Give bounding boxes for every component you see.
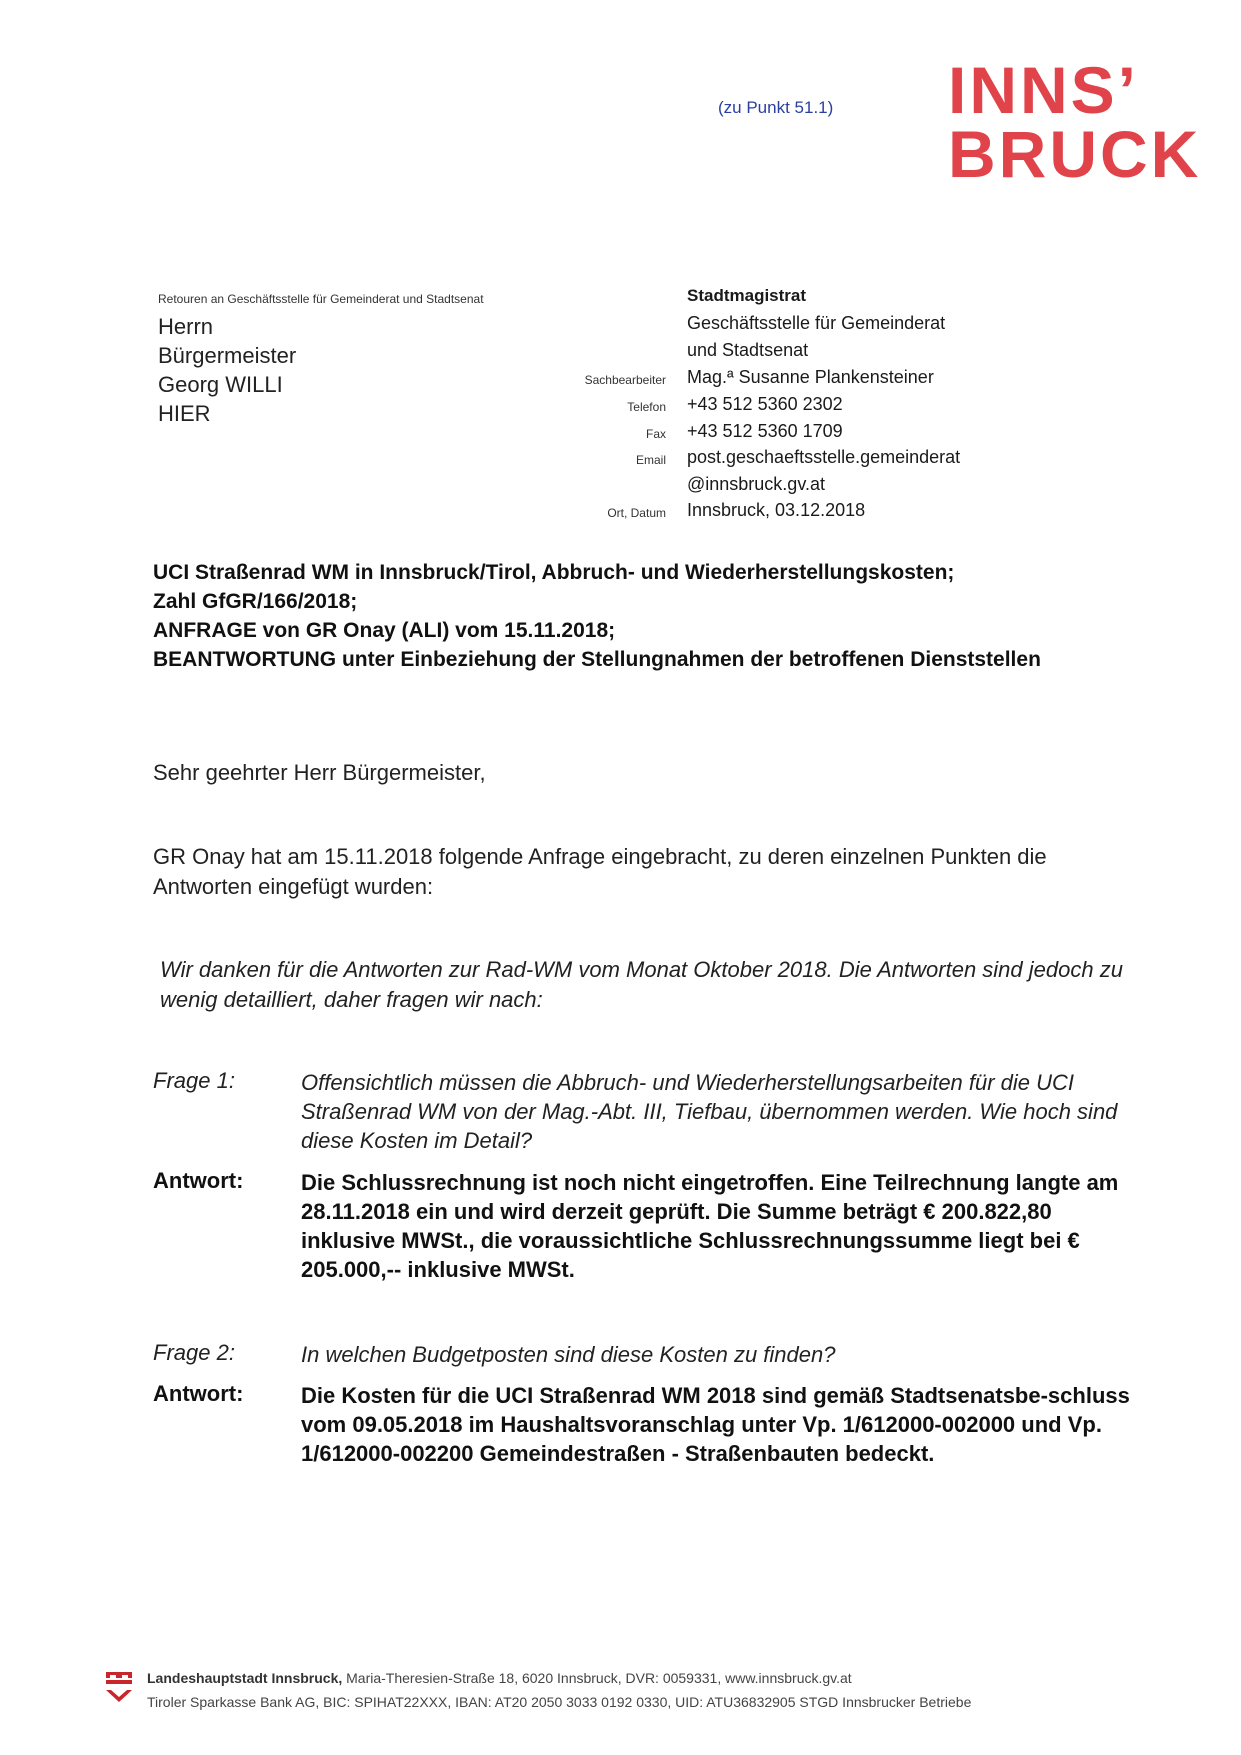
email-value-line-2[interactable]: @innsbruck.gv.at <box>687 474 825 494</box>
city-coat-of-arms-icon <box>104 1670 134 1704</box>
subject-line-1: UCI Straßenrad WM in Innsbruck/Tirol, Abbruch- und Wiederherstellungskosten; <box>153 561 955 584</box>
addressee-title: Bürgermeister <box>158 343 297 368</box>
returns-line: Retouren an Geschäftsstelle für Gemeinderat und Stadtsenat <box>158 292 484 306</box>
email-value-line-1[interactable]: post.geschaeftsstelle.gemeinderat <box>687 447 961 467</box>
logo-line-1: INNS’ <box>948 55 1140 127</box>
footer-address: Maria-Theresien-Straße 18, 6020 Innsbruck, DVR: 0059331, www.innsbruck.gv.at <box>342 1670 852 1686</box>
sender-department-row-2 <box>560 340 1180 367</box>
answer-2-label: Antwort: <box>153 1381 244 1406</box>
sender-fax-row <box>560 421 1180 448</box>
subject-line-3: ANFRAGE von GR Onay (ALI) vom 15.11.2018; <box>153 619 616 642</box>
sender-date-row <box>560 500 1180 527</box>
answer-1-text: Die Schlussrechnung ist noch nicht eingetroffen. Eine Teilrechnung langte am 28.11.2018 ein und wird derzeit geprüft. Die Summe beträgt € 200.822,80 inklusive MWSt., die voraussichtliche Schlussrechnungssumme liegt bei € 205.000,-- inklusive MWSt. <box>301 1170 1119 1282</box>
question-2-label: Frage 2: <box>153 1340 235 1365</box>
phone-value: +43 512 5360 2302 <box>687 394 843 414</box>
footer-bank-line: Tiroler Sparkasse Bank AG, BIC: SPIHAT22XXX, IBAN: AT20 2050 3033 0192 0330, UID: ATU36832905 STGD Innsbrucker Betriebe <box>147 1694 972 1710</box>
question-1-label: Frage 1: <box>153 1068 235 1093</box>
sender-email-row-2 <box>560 474 1180 501</box>
subject-line-4: BEANTWORTUNG unter Einbeziehung der Stellungnahmen der betroffenen Dienststellen <box>153 648 1041 671</box>
phone-label: Telefon <box>627 400 666 414</box>
logo-line-2: BRUCK <box>948 117 1198 185</box>
quoted-request: Wir danken für die Antworten zur Rad-WM vom Monat Oktober 2018. Die Antworten sind jedoch zu wenig detailliert, daher fragen wir nach: <box>160 957 1123 1012</box>
sender-title: Stadtmagistrat <box>687 286 807 305</box>
answer-2-text: Die Kosten für die UCI Straßenrad WM 2018 sind gemäß Stadtsenatsbe-schluss vom 09.05.2018 im Haushaltsvoranschlag unter Vp. 1/612000-002000 und Vp. 1/612000-002200 Gemeindestraßen - Straßenbauten bedeckt. <box>301 1383 1130 1466</box>
addressee-salutation: Herrn <box>158 314 214 339</box>
addressee-name: Georg WILLI <box>158 372 283 397</box>
innsbruck-logo <box>948 55 1198 185</box>
answer-1-label: Antwort: <box>153 1168 244 1193</box>
email-label: Email <box>635 453 666 467</box>
sender-department-line-2: und Stadtsenat <box>687 340 809 360</box>
date-value: Innsbruck, 03.12.2018 <box>687 500 866 520</box>
date-label: Ort, Datum <box>607 506 666 520</box>
footer-address-line <box>147 1670 852 1686</box>
sender-phone-row <box>560 394 1180 421</box>
question-2-text: In welchen Budgetposten sind diese Kosten zu finden? <box>301 1342 836 1367</box>
subject-block <box>153 558 1153 674</box>
clerk-label: Sachbearbeiter <box>584 373 666 387</box>
question-1-text: Offensichtlich müssen die Abbruch- und Wiederherstellungsarbeiten für die UCI Straßenrad WM von der Mag.-Abt. III, Tiefbau, übernommen werden. Wie hoch sind diese Kosten im Detail? <box>301 1070 1118 1153</box>
fax-label: Fax <box>645 427 666 441</box>
greeting: Sehr geehrter Herr Bürgermeister, <box>153 760 486 785</box>
intro-paragraph: GR Onay hat am 15.11.2018 folgende Anfrage eingebracht, zu deren einzelnen Punkten die Antworten eingefügt wurden: <box>153 844 1047 899</box>
agenda-note: (zu Punkt 51.1) <box>718 98 834 117</box>
subject-line-2: Zahl GfGR/166/2018; <box>153 590 358 613</box>
sender-email-row <box>560 447 1180 474</box>
sender-department-row-1 <box>560 313 1180 340</box>
clerk-value: Mag.ª Susanne Plankensteiner <box>687 367 934 387</box>
addressee-location: HIER <box>158 401 211 426</box>
sender-clerk-row <box>560 367 1180 394</box>
footer-city-name: Landeshauptstadt Innsbruck, <box>147 1670 343 1686</box>
fax-value: +43 512 5360 1709 <box>687 421 843 441</box>
addressee-block <box>158 312 296 428</box>
sender-department-line-1: Geschäftsstelle für Gemeinderat <box>687 313 946 333</box>
